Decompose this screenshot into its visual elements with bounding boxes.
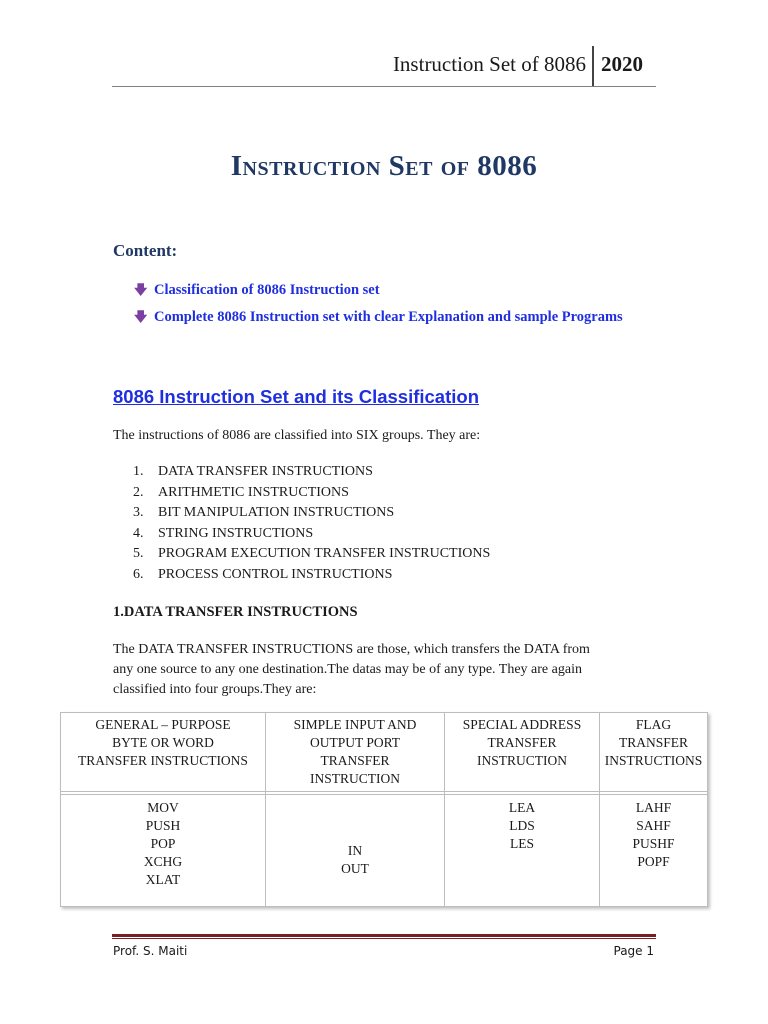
page-title: Instruction Set of 8086: [230, 150, 538, 182]
subsection-heading: 1.DATA TRANSFER INSTRUCTIONS: [113, 604, 358, 620]
list-item: 3. BIT MANIPULATION INSTRUCTIONS: [133, 505, 395, 520]
footer-rule-thin: [112, 938, 656, 939]
arrow-down-bullet-icon: 🡇: [134, 282, 148, 297]
footer-author: Prof. S. Maiti: [113, 944, 188, 958]
arrow-down-bullet-icon: 🡇: [134, 309, 148, 324]
table-cell: MOV PUSH POP XCHG XLAT: [61, 795, 266, 907]
table-header-cell: SIMPLE INPUT AND OUTPUT PORT TRANSFER INSTRUCTION: [266, 713, 445, 792]
content-bullet: 🡇 Complete 8086 Instruction set with clear Explanation and sample Programs: [134, 308, 623, 330]
table-header-cell: SPECIAL ADDRESS TRANSFER INSTRUCTION: [445, 713, 600, 792]
table-cell: LEA LDS LES: [445, 795, 600, 907]
group-list: [133, 462, 490, 585]
list-item: 4. STRING INSTRUCTIONS: [133, 525, 314, 541]
table-cell: IN OUT: [266, 795, 445, 907]
list-item: 6. PROCESS CONTROL INSTRUCTIONS: [133, 566, 393, 582]
header-separator: [592, 46, 594, 86]
footer-page-number: Page 1: [613, 944, 654, 958]
list-item: 1. DATA TRANSFER INSTRUCTIONS: [133, 464, 373, 479]
header-year: 2020: [601, 52, 643, 76]
content-heading: Content:: [113, 241, 178, 260]
data-transfer-table: [60, 712, 708, 907]
table-header-cell: FLAG TRANSFER INSTRUCTIONS: [600, 713, 708, 792]
subsection-paragraph: The DATA TRANSFER INSTRUCTIONS are those, which transfers the DATA from any one source to any one destination.The datas may be of any type. They are again classified into four groups.They are:: [113, 642, 590, 697]
table-row: [61, 795, 708, 907]
table-cell: LAHF SAHF PUSHF POPF: [600, 795, 708, 907]
table-header-row: [61, 713, 708, 792]
header-rule: [112, 86, 656, 87]
section-intro: The instructions of 8086 are classified into SIX groups. They are:: [113, 428, 481, 443]
content-bullet: 🡇 Classification of 8086 Instruction set: [134, 281, 380, 303]
list-item: 2. ARITHMETIC INSTRUCTIONS: [133, 484, 349, 500]
section-heading: 8086 Instruction Set and its Classification: [113, 386, 479, 407]
header-title: Instruction Set of 8086: [392, 52, 586, 76]
footer-rule: [112, 934, 656, 937]
table-header-cell: GENERAL – PURPOSE BYTE OR WORD TRANSFER INSTRUCTIONS: [61, 713, 266, 792]
list-item: 5. PROGRAM EXECUTION TRANSFER INSTRUCTIONS: [133, 546, 491, 561]
